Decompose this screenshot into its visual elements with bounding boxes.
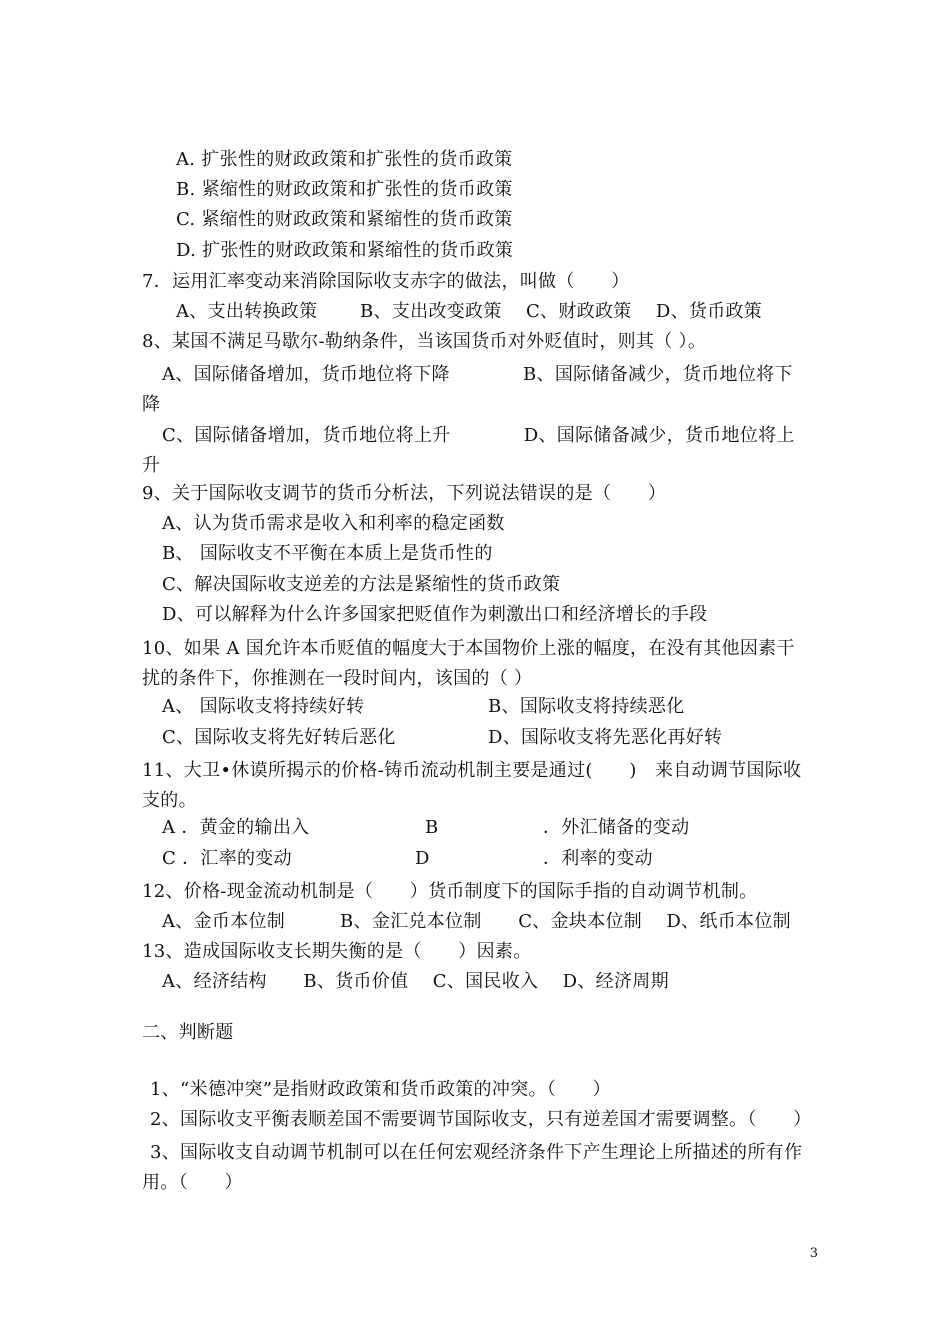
q10-option-c: C、国际收支将先好转后恶化 bbox=[162, 727, 396, 748]
q11-question: 11、大卫•休谟所揭示的价格-铸币流动机制主要是通过( ) 来自动调节国际收支的。 bbox=[142, 760, 802, 811]
q9-option-a: A、认为货币需求是收入和利率的稳定函数 bbox=[162, 513, 505, 534]
q10-question: 10、如果 A 国允许本币贬值的幅度大于本国物价上涨的幅度，在没有其他因素干扰的条件下，你推测在一段时间内，该国的（ ） bbox=[142, 638, 795, 689]
q8-options-ab: A、国际储备增加，货币地位将下降 B、国际储备减少，货币地位将下降 bbox=[142, 364, 793, 415]
q9-option-d: D、可以解释为什么许多国家把贬值作为刺激出口和经济增长的手段 bbox=[162, 604, 708, 625]
q10-option-a: A、 国际收支将持续好转 bbox=[162, 696, 365, 717]
tf-item-2: 2、国际收支平衡表顺差国不需要调节国际收支，只有逆差国才需要调整。（ ） bbox=[150, 1109, 812, 1130]
q6-option-b: B. 紧缩性的财政政策和扩张性的货币政策 bbox=[176, 179, 513, 200]
q10-option-d: D、国际收支将先恶化再好转 bbox=[488, 727, 723, 748]
q11-option-d-letter: D bbox=[415, 848, 430, 869]
tf-item-3: 3、国际收支自动调节机制可以在任何宏观经济条件下产生理论上所描述的所有作用。（ ） bbox=[142, 1142, 803, 1193]
q12-options: A、金币本位制 B、金汇兑本位制 C、金块本位制 D、纸币本位制 bbox=[162, 911, 791, 932]
q6-option-a: A. 扩张性的财政政策和扩张性的货币政策 bbox=[176, 149, 513, 170]
tf-item-1: 1、“米德冲突”是指财政政策和货币政策的冲突。（ ） bbox=[150, 1079, 611, 1100]
q8-options-cd: C、国际储备增加，货币地位将上升 D、国际储备减少，货币地位将上升 bbox=[142, 425, 795, 476]
q7-options: A、支出转换政策 B、支出改变政策 C、财政政策 D、货币政策 bbox=[176, 301, 763, 322]
q13-options: A、经济结构 B、货币价值 C、国民收入 D、经济周期 bbox=[162, 971, 669, 992]
q11-option-a: A ．黄金的输出入 bbox=[162, 817, 310, 838]
q11-option-d-text: ．利率的变动 bbox=[543, 848, 653, 869]
q9-question: 9、关于国际收支调节的货币分析法，下列说法错误的是（ ） bbox=[142, 483, 667, 504]
page-number: 3 bbox=[809, 1246, 818, 1261]
q6-option-c: C. 紧缩性的财政政策和紧缩性的货币政策 bbox=[176, 209, 513, 230]
q10-option-b: B、国际收支将持续恶化 bbox=[488, 696, 685, 717]
q8-question: 8、某国不满足马歇尔-勒纳条件，当该国货币对外贬值时，则其（ ）。 bbox=[142, 331, 707, 352]
q12-question: 12、价格-现金流动机制是（ ）货币制度下的国际手指的自动调节机制。 bbox=[142, 881, 758, 902]
q11-option-b-text: ．外汇储备的变动 bbox=[543, 817, 690, 838]
q9-option-b: B、 国际收支不平衡在本质上是货币性的 bbox=[162, 543, 493, 564]
q11-option-b-letter: B bbox=[425, 817, 439, 838]
section-heading-judgement: 二、判断题 bbox=[142, 1022, 234, 1043]
q7-question: 7．运用汇率变动来消除国际收支赤字的做法，叫做（ ） bbox=[142, 271, 630, 292]
q11-option-c: C ．汇率的变动 bbox=[162, 848, 292, 869]
q9-option-c: C、解决国际收支逆差的方法是紧缩性的货币政策 bbox=[162, 574, 561, 595]
q6-option-d: D. 扩张性的财政政策和紧缩性的货币政策 bbox=[176, 240, 514, 261]
q13-question: 13、造成国际收支长期失衡的是（ ）因素。 bbox=[142, 941, 532, 962]
